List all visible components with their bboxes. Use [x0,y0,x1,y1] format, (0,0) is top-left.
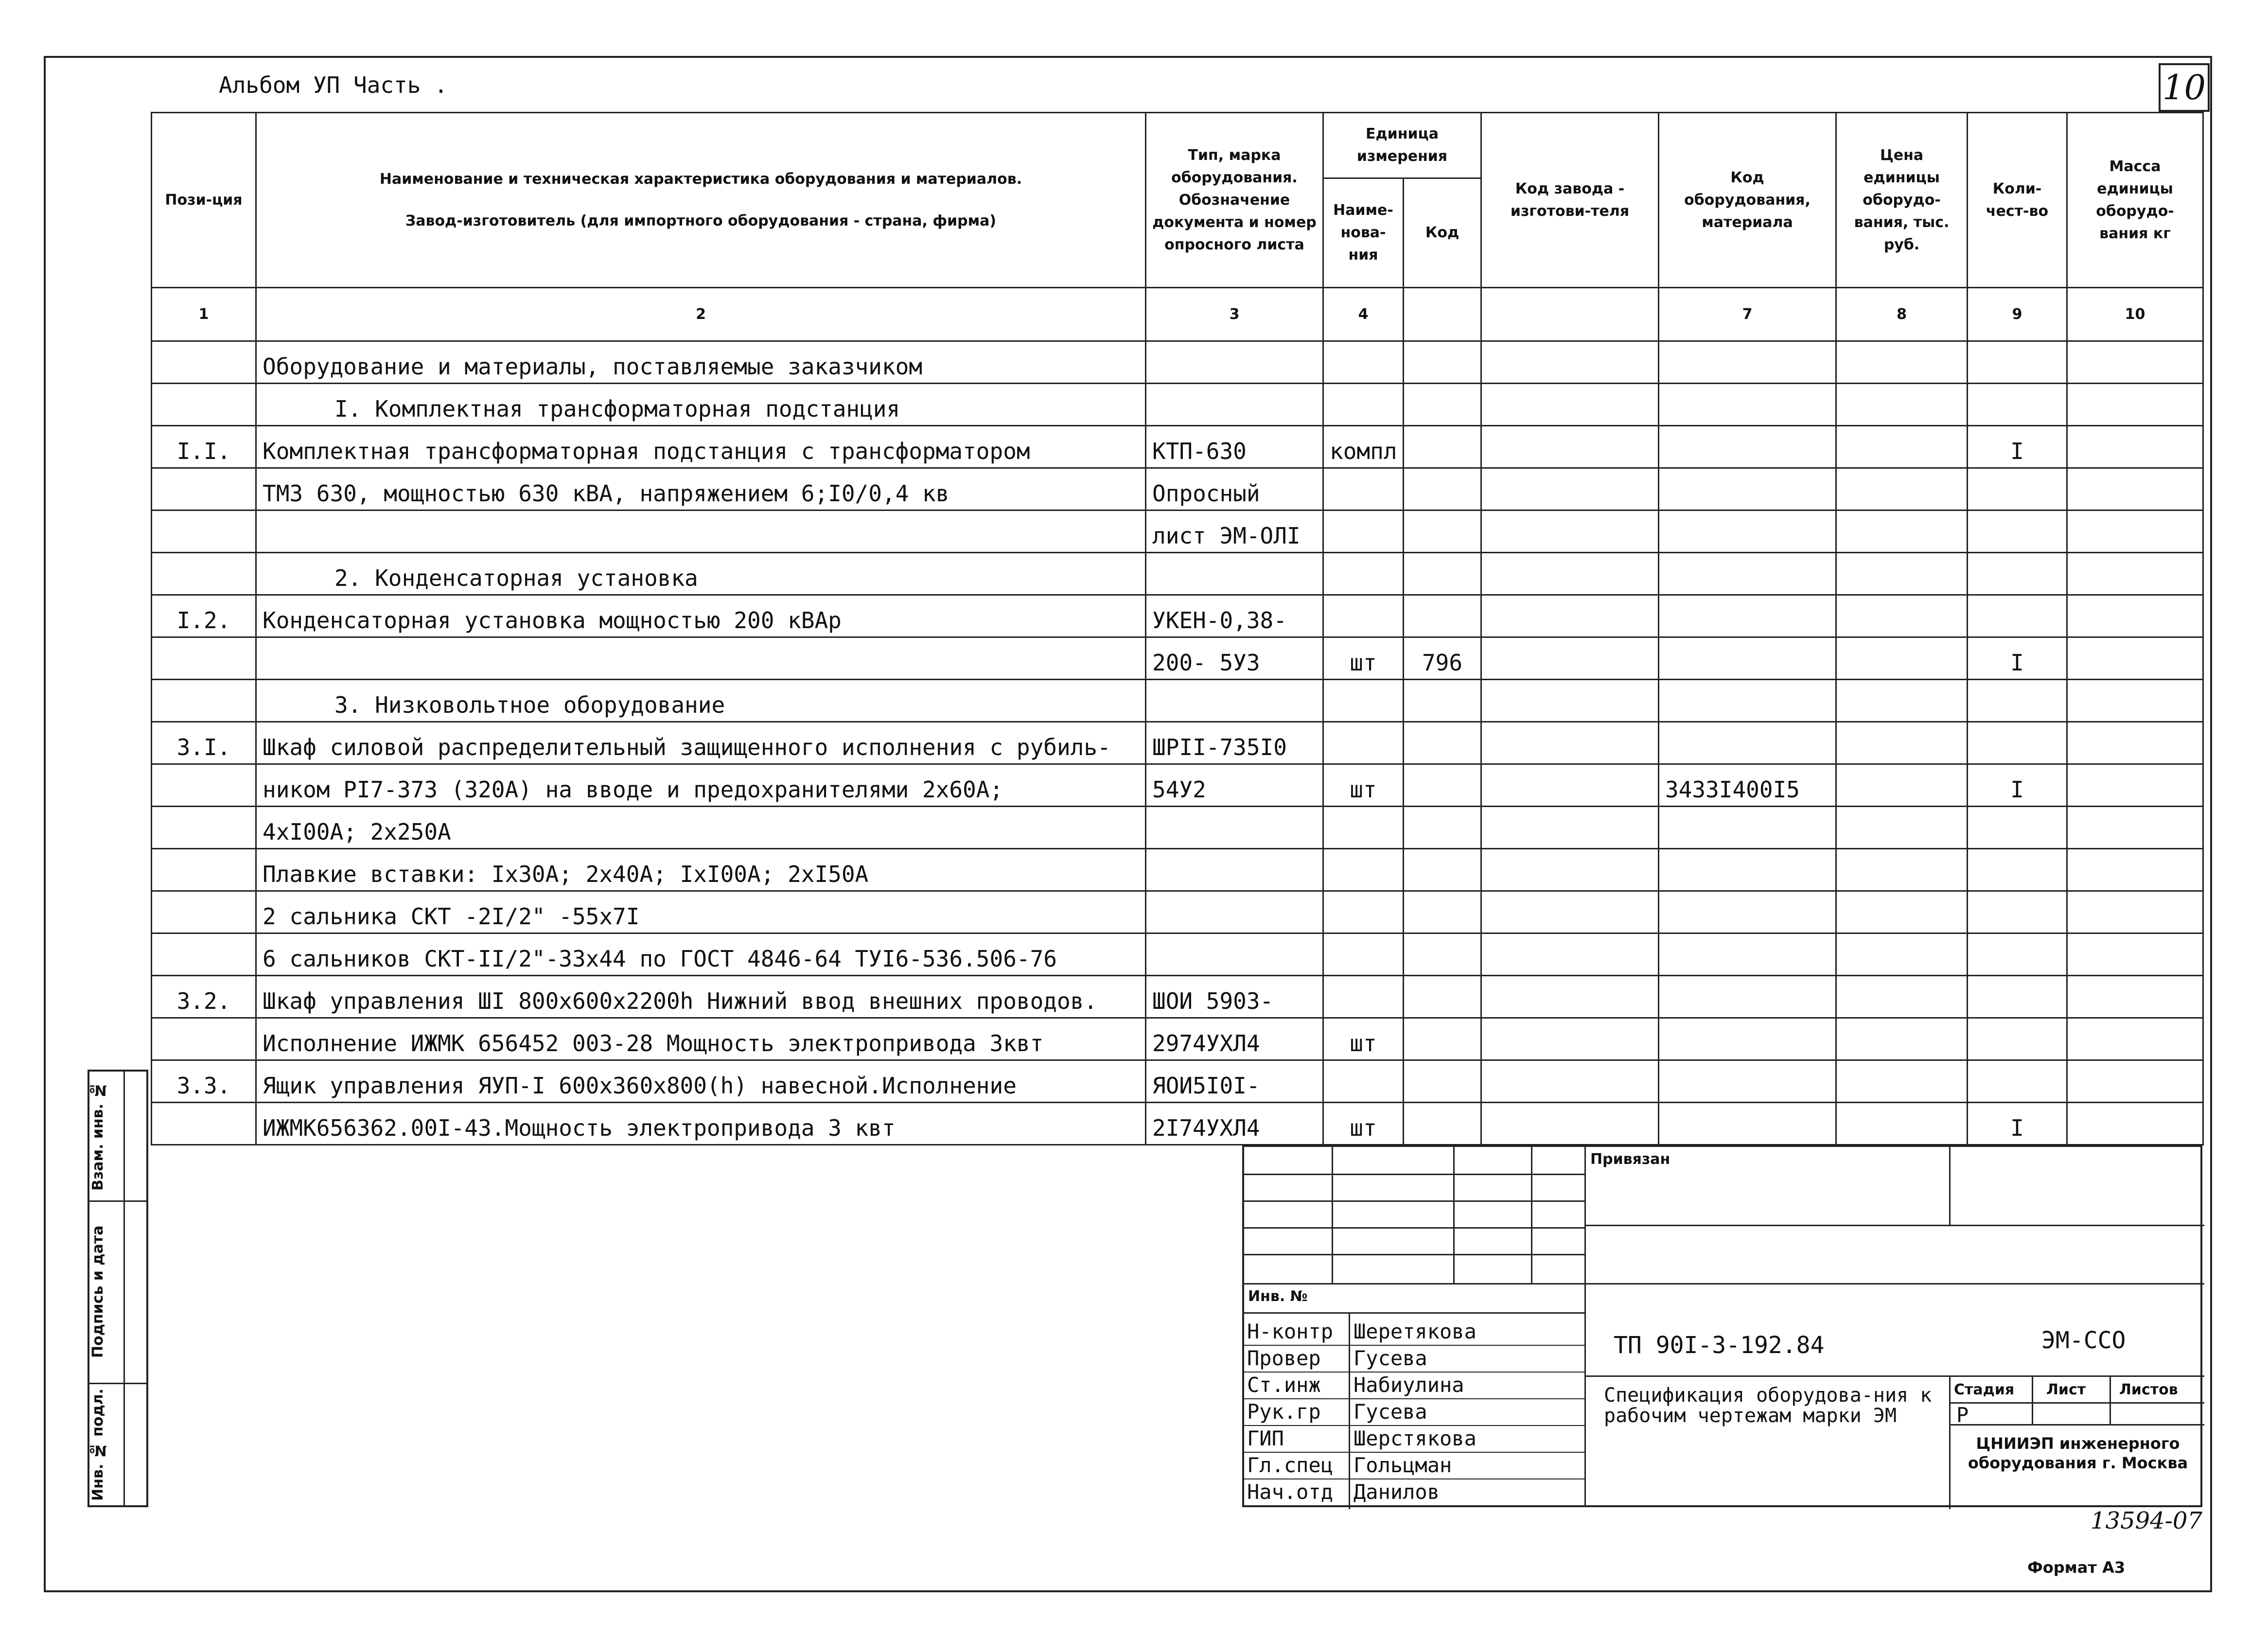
position-cell [152,933,256,976]
unit-cell [1323,510,1404,553]
equipment-code-cell [1659,468,1836,510]
equipment-code-cell [1659,1018,1836,1060]
price-cell [1836,341,1968,384]
mass-cell [2067,595,2203,637]
factory-code-cell [1481,1060,1659,1103]
price-cell [1836,1018,1968,1060]
unit-cell [1323,891,1404,933]
name-cell: Шкаф управления ШI 800х600х2200h Нижний ввод внешних проводов. [256,976,1146,1018]
type-cell [1146,384,1323,426]
type-cell: 200- 5УЗ [1146,637,1323,680]
staff-name: Шерстякова [1354,1426,1477,1450]
price-cell [1836,637,1968,680]
page-number: 10 [2159,63,2210,112]
unit-code-cell [1404,891,1481,933]
factory-code-cell [1481,807,1659,849]
equipment-code-cell [1659,553,1836,595]
format-label: Формат А3 [2027,1558,2126,1577]
header-equipment-code: Код оборудования, материала [1659,113,1836,288]
equipment-code-cell [1659,680,1836,722]
unit-cell [1323,722,1404,764]
type-cell: 2I74УХЛ4 [1146,1103,1323,1145]
unit-code-cell [1404,1060,1481,1103]
equipment-code-cell [1659,637,1836,680]
quantity-cell [1968,595,2067,637]
unit-code-cell [1404,468,1481,510]
col-num [1404,288,1481,341]
table-row [152,1060,2203,1103]
table-row [152,384,2203,426]
position-cell: 3.I. [152,722,256,764]
staff-name: Гольцман [1354,1453,1452,1477]
factory-code-cell [1481,680,1659,722]
type-cell [1146,849,1323,891]
unit-code-cell [1404,384,1481,426]
price-cell [1836,722,1968,764]
header-unit: Единица измерения [1323,113,1481,178]
price-cell [1836,933,1968,976]
table-row [152,722,2203,764]
sheet-code: ЭМ-ССО [2041,1327,2126,1354]
equipment-code-cell: 3433I400I5 [1659,764,1836,807]
equipment-code-cell [1659,891,1836,933]
position-cell [152,468,256,510]
specification-table [151,112,2204,1145]
table-row [152,595,2203,637]
position-cell: I.I. [152,426,256,468]
unit-code-cell [1404,722,1481,764]
unit-cell [1323,341,1404,384]
type-cell: ШРII-735I0 [1146,722,1323,764]
table-row [152,680,2203,722]
unit-code-cell: 796 [1404,637,1481,680]
position-cell: 3.2. [152,976,256,1018]
name-cell: Исполнение ИЖМК 656452 003-28 Мощность электропривода 3квт [256,1018,1146,1060]
name-cell: Шкаф силовой распределительный защищенного исполнения с рубиль- [256,722,1146,764]
mass-cell [2067,680,2203,722]
album-label: Альбом УП Часть . [219,72,448,98]
unit-code-cell [1404,1103,1481,1145]
header-name [256,113,1146,288]
unit-code-cell [1404,595,1481,637]
unit-cell [1323,595,1404,637]
equipment-code-cell [1659,510,1836,553]
position-cell: 3.3. [152,1060,256,1103]
table-row [152,341,2203,384]
inv-no-label: Инв. № [1248,1288,1308,1305]
price-cell [1836,891,1968,933]
unit-code-cell [1404,510,1481,553]
col-num [1481,288,1659,341]
col-num: 4 [1323,288,1404,341]
mass-cell [2067,1018,2203,1060]
doc-title: Спецификация оборудова-ния к рабочим чертежам марки ЭМ [1604,1384,1932,1427]
name-cell [256,637,1146,680]
type-cell [1146,807,1323,849]
mass-cell [2067,1060,2203,1103]
unit-code-cell [1404,1018,1481,1060]
sheets-label: Листов [2119,1381,2178,1398]
type-cell: ЯОИ5I0I- [1146,1060,1323,1103]
position-cell [152,849,256,891]
type-cell [1146,341,1323,384]
type-cell: УКЕН-0,38- [1146,595,1323,637]
staff-role: Н-контр [1247,1320,1334,1343]
table-row [152,510,2203,553]
quantity-cell [1968,553,2067,595]
quantity-cell [1968,807,2067,849]
factory-code-cell [1481,933,1659,976]
type-cell: лист ЭМ-ОЛI [1146,510,1323,553]
unit-code-cell [1404,849,1481,891]
unit-code-cell [1404,680,1481,722]
position-cell [152,510,256,553]
factory-code-cell [1481,341,1659,384]
archive-number: 13594-07 [2091,1507,2202,1534]
unit-code-cell [1404,341,1481,384]
unit-cell [1323,849,1404,891]
quantity-cell: I [1968,1103,2067,1145]
factory-code-cell [1481,384,1659,426]
type-cell: КТП-630 [1146,426,1323,468]
type-cell: ШОИ 5903- [1146,976,1323,1018]
unit-cell [1323,807,1404,849]
side-inv-vzam: Взам. инв. № [89,1081,106,1191]
mass-cell [2067,849,2203,891]
quantity-cell [1968,468,2067,510]
price-cell [1836,510,1968,553]
name-cell: 4хI00А; 2х250А [256,807,1146,849]
staff-role: Провер [1247,1346,1321,1370]
factory-code-cell [1481,1103,1659,1145]
quantity-cell [1968,510,2067,553]
unit-code-cell [1404,976,1481,1018]
type-cell [1146,891,1323,933]
mass-cell [2067,764,2203,807]
doc-code: ТП 90I-3-192.84 [1614,1332,1825,1359]
unit-cell [1323,680,1404,722]
position-cell [152,637,256,680]
mass-cell [2067,341,2203,384]
type-cell [1146,933,1323,976]
staff-role: Гл.спец [1247,1453,1334,1477]
price-cell [1836,1060,1968,1103]
quantity-cell: I [1968,637,2067,680]
type-cell [1146,553,1323,595]
name-cell: ником РI7-373 (320А) на вводе и предохранителями 2х60А; [256,764,1146,807]
name-cell: ИЖМК656362.00I-43.Мощность электропривода 3 квт [256,1103,1146,1145]
factory-code-cell [1481,976,1659,1018]
position-cell [152,680,256,722]
price-cell [1836,426,1968,468]
price-cell [1836,807,1968,849]
price-cell [1836,849,1968,891]
factory-code-cell [1481,1018,1659,1060]
staff-name: Шеретякова [1354,1320,1477,1343]
position-cell [152,1018,256,1060]
factory-code-cell [1481,595,1659,637]
name-cell: 3. Низковольтное оборудование [256,680,1146,722]
header-quantity: Коли-чест-во [1968,113,2067,288]
name-cell: Конденсаторная установка мощностью 200 кВАр [256,595,1146,637]
col-num: 7 [1659,288,1836,341]
unit-cell [1323,384,1404,426]
price-cell [1836,468,1968,510]
side-inv-podl: Инв. № подл. [89,1388,106,1501]
quantity-cell [1968,1060,2067,1103]
staff-name: Набиулина [1354,1373,1464,1397]
quantity-cell [1968,976,2067,1018]
quantity-cell: I [1968,764,2067,807]
unit-cell: шт [1323,637,1404,680]
header-name-line1: Наименование и техническая характеристика оборудования и материалов. [379,170,1022,188]
mass-cell [2067,976,2203,1018]
column-numbers-row [152,288,2203,341]
side-stamp [88,1070,148,1507]
equipment-code-cell [1659,426,1836,468]
table-row [152,1018,2203,1060]
quantity-cell [1968,1018,2067,1060]
unit-cell [1323,976,1404,1018]
position-cell [152,341,256,384]
unit-cell: шт [1323,1103,1404,1145]
table-row [152,807,2203,849]
factory-code-cell [1481,764,1659,807]
header-unit-name: Наиме-нова-ния [1323,178,1404,288]
equipment-code-cell [1659,1060,1836,1103]
unit-cell [1323,933,1404,976]
staff-name: Гусева [1354,1400,1427,1424]
unit-code-cell [1404,426,1481,468]
quantity-cell [1968,722,2067,764]
quantity-cell [1968,680,2067,722]
mass-cell [2067,891,2203,933]
mass-cell [2067,426,2203,468]
factory-code-cell [1481,468,1659,510]
quantity-cell [1968,849,2067,891]
name-cell: Плавкие вставки: Iх30А; 2х40А; IхI00А; 2хI50А [256,849,1146,891]
price-cell [1836,553,1968,595]
equipment-code-cell [1659,849,1836,891]
header-mass: Масса единицы оборудо-вания кг [2067,113,2203,288]
stage-value: Р [1956,1403,1969,1427]
unit-cell: компл [1323,426,1404,468]
unit-cell [1323,553,1404,595]
equipment-code-cell [1659,384,1836,426]
unit-cell: шт [1323,1018,1404,1060]
price-cell [1836,976,1968,1018]
equipment-code-cell [1659,933,1836,976]
price-cell [1836,680,1968,722]
mass-cell [2067,384,2203,426]
name-cell: 2 сальника СКТ -2I/2" -55х7I [256,891,1146,933]
mass-cell [2067,933,2203,976]
factory-code-cell [1481,510,1659,553]
col-num: 10 [2067,288,2203,341]
side-podpis: Подпись и дата [89,1225,106,1358]
name-cell: 6 сальников СКТ-II/2"-33х44 по ГОСТ 4846-64 ТУI6-536.506-76 [256,933,1146,976]
staff-role: Рук.гр [1247,1400,1321,1424]
factory-code-cell [1481,722,1659,764]
name-cell: Оборудование и материалы, поставляемые заказчиком [256,341,1146,384]
quantity-cell [1968,933,2067,976]
staff-name: Данилов [1354,1480,1440,1504]
name-cell: 2. Конденсаторная установка [256,553,1146,595]
col-num: 9 [1968,288,2067,341]
equipment-code-cell [1659,595,1836,637]
name-cell: Комплектная трансформаторная подстанция с трансформатором [256,426,1146,468]
table-row [152,468,2203,510]
title-block [1242,1145,2202,1507]
factory-code-cell [1481,637,1659,680]
type-cell: 2974УХЛ4 [1146,1018,1323,1060]
organization: ЦНИИЭП инженерного оборудования г. Москва [1968,1434,2188,1472]
price-cell [1836,1103,1968,1145]
equipment-code-cell [1659,341,1836,384]
sheet-label: Лист [2046,1381,2086,1398]
factory-code-cell [1481,891,1659,933]
mass-cell [2067,510,2203,553]
table-row [152,1103,2203,1145]
quantity-cell [1968,891,2067,933]
equipment-code-cell [1659,976,1836,1018]
mass-cell [2067,553,2203,595]
header-type: Тип, марка оборудования. Обозначение документа и номер опросного листа [1146,113,1323,288]
unit-cell [1323,1060,1404,1103]
equipment-code-cell [1659,807,1836,849]
position-cell [152,764,256,807]
type-cell [1146,680,1323,722]
header-factory-code: Код завода - изготови-теля [1481,113,1659,288]
unit-cell: шт [1323,764,1404,807]
price-cell [1836,764,1968,807]
staff-role: Ст.инж [1247,1373,1321,1397]
header-name-line2: Завод-изготовитель (для импортного оборудования - страна, фирма) [405,212,997,229]
col-num: 2 [256,288,1146,341]
unit-cell [1323,468,1404,510]
staff-name: Гусева [1354,1346,1427,1370]
factory-code-cell [1481,553,1659,595]
equipment-code-cell [1659,722,1836,764]
col-num: 3 [1146,288,1323,341]
position-cell [152,553,256,595]
privyazan-label: Привязан [1590,1151,1670,1168]
table-row [152,637,2203,680]
mass-cell [2067,1103,2203,1145]
position-cell [152,384,256,426]
table-row [152,426,2203,468]
position-cell [152,807,256,849]
quantity-cell: I [1968,426,2067,468]
stage-label: Стадия [1954,1381,2015,1398]
staff-role: Нач.отд [1247,1480,1334,1504]
name-cell: ТМЗ 630, мощностью 630 кВА, напряжением 6;I0/0,4 кв [256,468,1146,510]
quantity-cell [1968,384,2067,426]
price-cell [1836,595,1968,637]
position-cell [152,1103,256,1145]
table-row [152,891,2203,933]
col-num: 1 [152,288,256,341]
price-cell [1836,384,1968,426]
col-num: 8 [1836,288,1968,341]
unit-code-cell [1404,807,1481,849]
mass-cell [2067,637,2203,680]
position-cell: I.2. [152,595,256,637]
header-price: Цена единицы оборудо-вания, тыс. руб. [1836,113,1968,288]
name-cell: Ящик управления ЯУП-I 600х360х800(h) навесной.Исполнение [256,1060,1146,1103]
table-row [152,976,2203,1018]
unit-code-cell [1404,764,1481,807]
mass-cell [2067,468,2203,510]
type-cell: Опросный [1146,468,1323,510]
position-cell [152,891,256,933]
staff-role: ГИП [1247,1426,1284,1450]
table-row [152,553,2203,595]
mass-cell [2067,807,2203,849]
table-row [152,849,2203,891]
table-row [152,933,2203,976]
factory-code-cell [1481,426,1659,468]
equipment-code-cell [1659,1103,1836,1145]
header-position: Пози-ция [152,113,256,288]
name-cell: I. Комплектная трансформаторная подстанция [256,384,1146,426]
factory-code-cell [1481,849,1659,891]
type-cell: 54У2 [1146,764,1323,807]
mass-cell [2067,722,2203,764]
unit-code-cell [1404,553,1481,595]
quantity-cell [1968,341,2067,384]
header-unit-code: Код [1404,178,1481,288]
unit-code-cell [1404,933,1481,976]
table-row [152,764,2203,807]
name-cell [256,510,1146,553]
